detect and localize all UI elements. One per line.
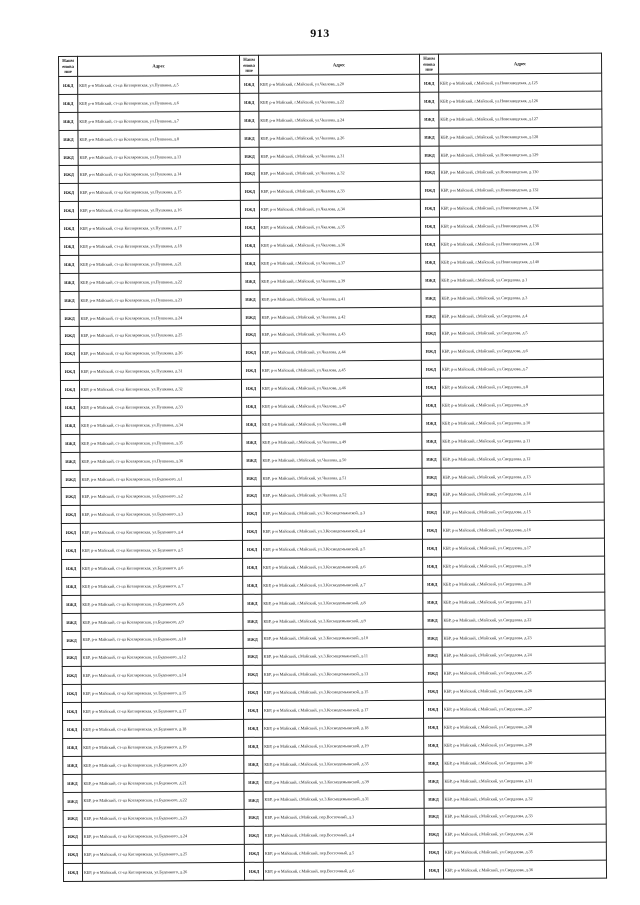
record-type-cell: ИЖД [62, 667, 81, 685]
record-type-cell: ИЖД [243, 594, 262, 612]
address-cell: КБР, р-н Майский, г.Майский, ул.Свердлова, д.10 [441, 413, 604, 432]
record-type-cell: ИЖД [61, 542, 80, 560]
address-cell: КБР, р-н Майский, ст-ца Котляревская, ул.Буденного, д.21 [82, 773, 244, 792]
address-cell: КБР, р-н Майский, г.Майский, ул.Новозаводская, д.128 [439, 127, 602, 146]
address-cell: КБР, р-н Майский, г.Майский, ул.Свердлова, д.36 [443, 860, 606, 879]
record-type-cell: ИЖД [241, 344, 260, 362]
address-cell: КБР, р-н Майский, ст-ца Котляревская, ул.Буденного, д.18 [82, 719, 244, 738]
record-type-cell: ИЖД [421, 253, 440, 271]
record-type-cell: ИЖД [63, 864, 82, 882]
record-type-cell: ИЖД [244, 862, 263, 880]
record-type-cell: ИЖД [423, 629, 442, 647]
address-cell: КБР, р-н Майский, ст-ца Котляревская, ул.Пушкина, д.32 [79, 380, 241, 399]
record-type-cell: ИЖД [242, 397, 261, 415]
address-cell: КБР, р-н Майский, г.Майский, ул.Чкалова, д.36 [260, 235, 421, 254]
address-cell: КБР, р-н Майский, ст-ца Котляревская, ул.Пушкина, д.33 [80, 397, 242, 416]
record-type-cell: ИЖД [422, 521, 441, 539]
address-cell: КБР, р-н Майский, г.Майский, ул.Свердлова, д.34 [443, 825, 606, 844]
record-type-cell: ИЖД [424, 861, 443, 879]
address-cell: КБР, р-н Майский, г.Майский, ул.Новозаводская, д.140 [440, 252, 603, 271]
address-cell: КБР, р-н Майский, г.Майский, ул.3.Космодемьянской, д.10 [262, 629, 423, 648]
record-type-cell: ИЖД [59, 184, 78, 202]
address-cell: КБР, р-н Майский, г.Майский, ул.3.Космодемьянской, д.31 [263, 790, 424, 809]
address-cell: КБР, р-н Майский, ст-ца Котляревская, ул.Буденного, д.26 [82, 863, 244, 882]
address-cell: КБР, р-н Майский, ст-ца Котляревская, ул.Буденного, д.2 [80, 487, 242, 506]
address-cell: КБР, р-н Майский, ст-ца Котляревская, ул.Пушкина, д.14 [78, 165, 240, 184]
address-cell: КБР, р-н Майский, г.Майский, ул.3.Космодемьянской, д.17 [262, 700, 423, 719]
record-type-cell: ИЖД [59, 220, 78, 238]
address-cell: КБР, р-н Майский, ст-ца Котляревская, ул.Буденного, д.10 [81, 630, 243, 649]
address-cell: КБР, р-н Майский, г.Майский, ул.Чкалова, д.31 [259, 146, 420, 165]
address-cell: КБР, р-н Майский, г.Майский, ул.3 Космодемьянской, д.3 [261, 504, 422, 523]
record-type-cell: ИЖД [422, 414, 441, 432]
record-type-cell: ИЖД [243, 558, 262, 576]
record-type-cell: ИЖД [240, 93, 259, 111]
address-cell: КБР, р-н Майский, г.Майский, ул.Свердлова, д.33 [443, 807, 606, 826]
record-type-cell: ИЖД [242, 487, 261, 505]
address-cell: КБР, р-н Майский, г.Майский, ул.3.Космодемьянской, д.39 [263, 772, 424, 791]
address-cell: КБР, р-н Майский, г.Майский, ул.Свердлова, д.24 [442, 646, 605, 665]
address-cell: КБР, р-н Майский, ст-ца Котляревская, ул.Пушкина, д.34 [80, 415, 242, 434]
record-type-cell: ИЖД [60, 291, 79, 309]
address-cell: КБР, р-н Майский, г.Майский, ул.Свердлова, д.28 [443, 717, 606, 736]
header-address: Адрес [258, 54, 419, 75]
address-cell: КБР, р-н Майский, ст-ца Котляревская, ул.Буденного, д.15 [81, 684, 243, 703]
address-cell: КБР, р-н Майский, г.Майский, ул.3.Космодемьянской, д.6 [262, 557, 423, 576]
address-cell: КБР, р-н Майский, г.Майский, пер.Восточный, д.3 [263, 808, 424, 827]
record-type-cell: ИЖД [243, 666, 262, 684]
address-cell: КБР, р-н Майский, г.Майский, ул.3.Космодемьянской, д.15 [262, 683, 423, 702]
address-cell: КБР, р-н Майский, ст-ца Котляревская, ул.Буденного, д.24 [82, 827, 244, 846]
address-cell: КБР, р-н Майский, г.Майский, ул.Свердлова, д.4 [440, 306, 603, 325]
address-cell: КБР, р-н Майский, ст-ца Котляревская, ул.Буденного, д.9 [81, 612, 243, 631]
record-type-cell: ИЖД [244, 773, 263, 791]
record-type-cell: ИЖД [424, 718, 443, 736]
record-type-cell: ИЖД [243, 612, 262, 630]
record-type-cell: ИЖД [60, 381, 79, 399]
address-table [58, 53, 607, 882]
record-type-cell: ИЖД [62, 595, 81, 613]
record-type-cell: ИЖД [59, 202, 78, 220]
table-body [59, 73, 607, 881]
address-cell: КБР, р-н Майский, г.Майский, ул.Новозаводская, д.127 [439, 109, 602, 128]
address-cell: КБР, р-н Майский, г.Майский, ул.Свердлова, д.23 [442, 628, 605, 647]
address-cell: КБР, р-н Майский, ст-ца Котляревская, ул.Пушкина, д.21 [79, 254, 241, 273]
record-type-cell: ИЖД [62, 613, 81, 631]
address-cell: КБР, р-н Майский, г.Майский, ул.Свердлова, д.8 [440, 377, 603, 396]
record-type-cell: ИЖД [243, 630, 262, 648]
address-cell: КБР, р-н Майский, г.Майский, ул.Чкалова, д.50 [261, 450, 422, 469]
address-cell: КБР, р-н Майский, г.Майский, ул.Чкалова, д.44 [260, 343, 421, 362]
address-cell: КБР, р-н Майский, г.Майский, ул.Свердлова, д.22 [442, 610, 605, 629]
record-type-cell: ИЖД [242, 451, 261, 469]
record-type-cell: ИЖД [420, 182, 439, 200]
address-cell: КБР, р-н Майский, г.Майский, ул.Свердлова, д.20 [442, 574, 605, 593]
record-type-cell: ИЖД [59, 130, 78, 148]
address-cell: КБР, р-н Майский, г.Майский, ул.Новозаводская, д.132 [439, 181, 602, 200]
header-type: Наим енова ние [239, 55, 258, 75]
record-type-cell: ИЖД [423, 700, 442, 718]
record-type-cell: ИЖД [422, 504, 441, 522]
record-type-cell: ИЖД [59, 148, 78, 166]
address-cell: КБР, р-н Майский, г.Майский, ул.Свердлова, д.1 [440, 270, 603, 289]
record-type-cell: ИЖД [421, 289, 440, 307]
address-cell: КБР, р-н Майский, г.Майский, ул.Чкалова, д.26 [259, 128, 420, 147]
record-type-cell: ИЖД [420, 128, 439, 146]
record-type-cell: ИЖД [242, 505, 261, 523]
address-cell: КБР, р-н Майский, г.Майский, ул.Чкалова, д.35 [259, 217, 420, 236]
address-cell: КБР, р-н Майский, г.Майский, ул.Новозаводская, д.134 [439, 198, 602, 217]
address-cell: КБР, р-н Майский, г.Майский, ул.3.Космодемьянской, д.35 [263, 754, 424, 773]
record-type-cell: ИЖД [424, 736, 443, 754]
record-type-cell: ИЖД [421, 325, 440, 343]
record-type-cell: ИЖД [62, 703, 81, 721]
address-cell: КБР, р-н Майский, г.Майский, ул.Чкалова, д.34 [259, 200, 420, 219]
address-cell: КБР, р-н Майский, ст-ца Котляревская, ул.Пушкина, д.5 [78, 75, 240, 94]
address-cell: КБР, р-н Майский, ст-ца Котляревская, ул.Пушкина, д.7 [78, 111, 240, 130]
address-cell: КБР, р-н Майский, г.Майский, ул.Новозаводская, д.130 [439, 163, 602, 182]
record-type-cell: ИЖД [424, 772, 443, 790]
record-type-cell: ИЖД [60, 363, 79, 381]
table-row [63, 860, 606, 881]
record-type-cell: ИЖД [241, 326, 260, 344]
record-type-cell: ИЖД [240, 129, 259, 147]
address-cell: КБР, р-н Майский, г.Майский, ул.Свердлова, д.3 [440, 288, 603, 307]
record-type-cell: ИЖД [63, 738, 82, 756]
address-cell: КБР, р-н Майский, г.Майский, ул.Свердлова, д.29 [443, 735, 606, 754]
record-type-cell: ИЖД [424, 754, 443, 772]
address-cell: КБР, р-н Майский, ст-ца Котляревская, ул.Пушкина, д.22 [79, 272, 241, 291]
record-type-cell: ИЖД [423, 575, 442, 593]
record-type-cell: ИЖД [421, 235, 440, 253]
address-cell: КБР, р-н Майский, ст-ца Котляревская, ул.Буденного, д.22 [82, 791, 244, 810]
address-cell: КБР, р-н Майский, г.Майский, ул.3.Космодемьянской, д.5 [261, 539, 422, 558]
address-cell: КБР, р-н Майский, г.Майский, ул.3.Космодемьянской, д.19 [263, 736, 424, 755]
record-type-cell: ИЖД [63, 828, 82, 846]
address-cell: КБР, р-н Майский, ст-ца Котляревская, ул.Буденного, д.7 [81, 576, 243, 595]
address-cell: КБР, р-н Майский, ст-ца Котляревская, ул.Буденного, д.20 [82, 755, 244, 774]
address-cell: КБР, р-н Майский, г.Майский, пер.Восточный, д.6 [263, 861, 424, 880]
address-cell: КБР, р-н Майский, ст-ца Котляревская, ул.Пушкина, д.36 [80, 451, 242, 470]
record-type-cell: ИЖД [422, 468, 441, 486]
record-type-cell: ИЖД [421, 378, 440, 396]
record-type-cell: ИЖД [242, 469, 261, 487]
record-type-cell: ИЖД [244, 845, 263, 863]
address-cell: КБР, р-н Майский, ст-ца Котляревская, ул.Буденного, д.8 [81, 594, 243, 613]
record-type-cell: ИЖД [59, 76, 78, 94]
record-type-cell: ИЖД [244, 791, 263, 809]
header-address: Адрес [438, 53, 601, 74]
record-type-cell: ИЖД [244, 827, 263, 845]
header-type: Наим енова ние [59, 56, 78, 76]
record-type-cell: ИЖД [61, 452, 80, 470]
record-type-cell: ИЖД [243, 648, 262, 666]
record-type-cell: ИЖД [423, 593, 442, 611]
address-cell: КБР, р-н Майский, г.Майский, ул.3.Космодемьянской, д.9 [262, 611, 423, 630]
record-type-cell: ИЖД [241, 290, 260, 308]
record-type-cell: ИЖД [241, 236, 260, 254]
record-type-cell: ИЖД [420, 217, 439, 235]
address-cell: КБР, р-н Майский, ст-ца Котляревская, ул.Буденного, д.23 [82, 809, 244, 828]
address-cell: КБР, р-н Майский, ст-ца Котляревская, ул.Пушкина, д.35 [80, 433, 242, 452]
record-type-cell: ИЖД [244, 755, 263, 773]
record-type-cell: ИЖД [241, 254, 260, 272]
record-type-cell: ИЖД [244, 719, 263, 737]
address-cell: КБР, р-н Майский, г.Майский, ул.Свердлова, д.19 [442, 556, 605, 575]
record-type-cell: ИЖД [421, 271, 440, 289]
record-type-cell: ИЖД [63, 810, 82, 828]
address-cell: КБР, р-н Майский, г.Майский, ул.Свердлова, д.32 [443, 789, 606, 808]
record-type-cell: ИЖД [420, 92, 439, 110]
address-cell: КБР, р-н Майский, г.Майский, ул.Свердлова, д.27 [442, 699, 605, 718]
address-cell: КБР, р-н Майский, г.Майский, ул.Свердлова, д.15 [441, 503, 604, 522]
header-type: Наим енова ние [419, 54, 438, 74]
record-type-cell: ИЖД [424, 843, 443, 861]
record-type-cell: ИЖД [422, 450, 441, 468]
record-type-cell: ИЖД [243, 576, 262, 594]
record-type-cell: ИЖД [61, 470, 80, 488]
record-type-cell: ИЖД [420, 74, 439, 92]
address-cell: КБР, р-н Майский, ст-ца Котляревская, ул.Пушкина, д.18 [79, 236, 241, 255]
address-cell: КБР, р-н Майский, г.Майский, ул.Свердлова, д.16 [441, 520, 604, 539]
address-cell: КБР, р-н Майский, ст-ца Котляревская, ул.Пушкина, д.13 [78, 147, 240, 166]
address-cell: КБР, р-н Майский, г.Майский, ул.Свердлова, д.11 [441, 431, 604, 450]
address-cell: КБР, р-н Майский, ст-ца Котляревская, ул.Буденного, д.6 [81, 558, 243, 577]
address-cell: КБР, р-н Майский, г.Майский, ул.Чкалова, д.43 [260, 325, 421, 344]
record-type-cell: ИЖД [61, 434, 80, 452]
record-type-cell: ИЖД [420, 146, 439, 164]
record-type-cell: ИЖД [59, 112, 78, 130]
address-cell: КБР, р-н Майский, г.Майский, ул.3.Космодемьянской, д.4 [261, 522, 422, 541]
address-cell: КБР, р-н Майский, ст-ца Котляревская, ул.Пушкина, д.8 [78, 129, 240, 148]
address-cell: КБР, р-н Майский, г.Майский, ул.Свердлова, д.6 [440, 342, 603, 361]
record-type-cell: ИЖД [62, 685, 81, 703]
address-cell: КБР, р-н Майский, г.Майский, ул.Свердлова, д.31 [443, 771, 606, 790]
address-cell: КБР, р-н Майский, ст-ца Котляревская, ул.Пушкина, д.26 [79, 344, 241, 363]
address-cell: КБР, р-н Майский, г.Майский, ул.Новозаводская, д.138 [440, 234, 603, 253]
address-cell: КБР, р-н Майский, г.Майский, ул.Чкалова, д.51 [261, 468, 422, 487]
record-type-cell: ИЖД [62, 577, 81, 595]
record-type-cell: ИЖД [60, 237, 79, 255]
record-type-cell: ИЖД [63, 756, 82, 774]
address-cell: КБР, р-н Майский, г.Майский, ул.Чкалова, д.24 [259, 110, 420, 129]
record-type-cell: ИЖД [240, 75, 259, 93]
address-cell: КБР, р-н Майский, г.Майский, ул.Свердлова, д.9 [441, 395, 604, 414]
record-type-cell: ИЖД [241, 362, 260, 380]
address-cell: КБР, р-н Майский, г.Майский, ул.Чкалова, д.46 [260, 378, 421, 397]
address-cell: КБР, р-н Майский, г.Майский, ул.Чкалова, д.39 [260, 271, 421, 290]
record-type-cell: ИЖД [242, 540, 261, 558]
address-cell: КБР, р-н Майский, г.Майский, ул.3.Космодемьянской, д.11 [262, 647, 423, 666]
record-type-cell: ИЖД [421, 307, 440, 325]
record-type-cell: ИЖД [61, 398, 80, 416]
address-cell: КБР, р-н Майский, г.Майский, ул.Свердлова, д.5 [440, 324, 603, 343]
header-address: Адрес [78, 55, 240, 76]
record-type-cell: ИЖД [420, 164, 439, 182]
record-type-cell: ИЖД [420, 199, 439, 217]
record-type-cell: ИЖД [60, 309, 79, 327]
address-cell: КБР, р-н Майский, г.Майский, пер.Восточный, д.5 [263, 844, 424, 863]
address-cell: КБР, р-н Майский, ст-ца Котляревская, ул.Пушкина, д.16 [78, 201, 240, 220]
record-type-cell: ИЖД [62, 631, 81, 649]
address-cell: КБР, р-н Майский, г.Майский, ул.Свердлова, д.13 [441, 467, 604, 486]
record-type-cell: ИЖД [62, 559, 81, 577]
record-type-cell: ИЖД [421, 343, 440, 361]
address-cell: КБР, р-н Майский, г.Майский, ул.Новозаводская, д.125 [439, 73, 602, 92]
address-cell: КБР, р-н Майский, г.Майский, ул.Новозаводская, д.126 [439, 91, 602, 110]
address-cell: КБР, р-н Майский, г.Майский, ул.Чкалова, д.52 [261, 486, 422, 505]
record-type-cell: ИЖД [244, 737, 263, 755]
record-type-cell: ИЖД [420, 110, 439, 128]
record-type-cell: ИЖД [60, 345, 79, 363]
record-type-cell: ИЖД [421, 360, 440, 378]
record-type-cell: ИЖД [423, 647, 442, 665]
address-cell: КБР, р-н Майский, ст-ца Котляревская, ул.Буденного, д.1 [80, 469, 242, 488]
record-type-cell: ИЖД [422, 396, 441, 414]
record-type-cell: ИЖД [62, 649, 81, 667]
record-type-cell: ИЖД [423, 611, 442, 629]
record-type-cell: ИЖД [63, 720, 82, 738]
address-cell: КБР, р-н Майский, ст-ца Котляревская, ул.Пушкина, д.23 [79, 290, 241, 309]
record-type-cell: ИЖД [61, 488, 80, 506]
record-type-cell: ИЖД [240, 183, 259, 201]
record-type-cell: ИЖД [59, 166, 78, 184]
record-type-cell: ИЖД [60, 327, 79, 345]
address-cell: КБР, р-н Майский, г.Майский, ул.Чкалова, д.48 [261, 414, 422, 433]
record-type-cell: ИЖД [63, 792, 82, 810]
record-type-cell: ИЖД [423, 665, 442, 683]
address-cell: КБР, р-н Майский, г.Майский, ул.Свердлова, д.17 [441, 538, 604, 557]
address-cell: КБР, р-н Майский, г.Майский, ул.Чкалова, д.32 [259, 164, 420, 183]
record-type-cell: ИЖД [61, 506, 80, 524]
record-type-cell: ИЖД [422, 432, 441, 450]
address-cell: КБР, р-н Майский, г.Майский, ул.Чкалова, д.33 [259, 182, 420, 201]
address-cell: КБР, р-н Майский, г.Майский, ул.Свердлова, д.26 [442, 681, 605, 700]
record-type-cell: ИЖД [60, 273, 79, 291]
address-cell: КБР, р-н Майский, ст-ца Котляревская, ул.Буденного, д.5 [80, 541, 242, 560]
record-type-cell: ИЖД [422, 486, 441, 504]
address-cell: КБР, р-н Майский, г.Майский, ул.Свердлова, д.35 [443, 842, 606, 861]
address-cell: КБР, р-н Майский, г.Майский, ул.Чкалова, д.49 [261, 432, 422, 451]
address-cell: КБР, р-н Майский, ст-ца Котляревская, ул.Пушкина, д.24 [79, 308, 241, 327]
record-type-cell: ИЖД [241, 308, 260, 326]
record-type-cell: ИЖД [423, 682, 442, 700]
record-type-cell: ИЖД [242, 523, 261, 541]
address-cell: КБР, р-н Майский, г.Майский, пер.Восточный, д.4 [263, 826, 424, 845]
address-cell: КБР, р-н Майский, г.Майский, ул.3.Космодемьянской, д.8 [262, 593, 423, 612]
record-type-cell: ИЖД [241, 272, 260, 290]
address-cell: КБР, р-н Майский, ст-ца Котляревская, ул.Буденного, д.12 [81, 648, 243, 667]
record-type-cell: ИЖД [244, 809, 263, 827]
address-cell: КБР, р-н Майский, г.Майский, ул.3.Космодемьянской, д.13 [262, 665, 423, 684]
record-type-cell: ИЖД [241, 379, 260, 397]
address-cell: КБР, р-н Майский, г.Майский, ул.Свердлова, д.14 [441, 485, 604, 504]
record-type-cell: ИЖД [240, 218, 259, 236]
address-cell: КБР, р-н Майский, г.Майский, ул.Свердлова, д.30 [443, 753, 606, 772]
address-cell: КБР, р-н Майский, г.Майский, ул.Свердлова, д.21 [442, 592, 605, 611]
record-type-cell: ИЖД [61, 524, 80, 542]
page-number: 913 [310, 26, 330, 40]
address-cell: КБР, р-н Майский, ст-ца Котляревская, ул.Буденного, д.19 [82, 737, 244, 756]
address-cell: КБР, р-н Майский, г.Майский, ул.Чкалова, д.41 [260, 289, 421, 308]
record-type-cell: ИЖД [63, 846, 82, 864]
address-cell: КБР, р-н Майский, ст-ца Котляревская, ул.Буденного, д.3 [80, 505, 242, 524]
address-cell: КБР, р-н Майский, г.Майский, ул.Чкалова, д.20 [259, 74, 420, 93]
address-cell: КБР, р-н Майский, г.Майский, ул.Чкалова, д.45 [260, 361, 421, 380]
record-type-cell: ИЖД [422, 539, 441, 557]
address-cell: КБР, р-н Майский, ст-ца Котляревская, ул.Пушкина, д.6 [78, 93, 240, 112]
record-type-cell: ИЖД [59, 94, 78, 112]
address-cell: КБР, р-н Майский, г.Майский, ул.Свердлова, д.7 [440, 359, 603, 378]
record-type-cell: ИЖД [240, 165, 259, 183]
address-cell: КБР, р-н Майский, г.Майский, ул.Чкалова, д.22 [259, 92, 420, 111]
address-cell: КБР, р-н Майский, г.Майский, ул.Свердлова, д.12 [441, 449, 604, 468]
address-cell: КБР, р-н Майский, г.Майский, ул.Чкалова, д.37 [260, 253, 421, 272]
record-type-cell: ИЖД [240, 147, 259, 165]
address-cell: КБР, р-н Майский, ст-ца Котляревская, ул.Пушкина, д.31 [79, 362, 241, 381]
record-type-cell: ИЖД [424, 790, 443, 808]
address-cell: КБР, р-н Майский, ст-ца Котляревская, ул.Пушкина, д.25 [79, 326, 241, 345]
record-type-cell: ИЖД [424, 808, 443, 826]
address-cell: КБР, р-н Майский, г.Майский, ул.Новозаводская, д.129 [439, 145, 602, 164]
address-cell: КБР, р-н Майский, ст-ца Котляревская, ул.Буденного, д.14 [81, 666, 243, 685]
address-cell: КБР, р-н Майский, ст-ца Котляревская, ул.Буденного, д.4 [80, 523, 242, 542]
record-type-cell: ИЖД [240, 201, 259, 219]
record-type-cell: ИЖД [63, 774, 82, 792]
record-type-cell: ИЖД [61, 416, 80, 434]
address-table-wrapper [58, 53, 606, 882]
record-type-cell: ИЖД [242, 433, 261, 451]
address-cell: КБР, р-н Майский, г.Майский, ул.3.Космодемьянской, д.18 [263, 718, 424, 737]
address-cell: КБР, р-н Майский, ст-ца Котляревская, ул.Буденного, д.17 [81, 702, 243, 721]
address-cell: КБР, р-н Майский, ст-ца Котляревская, ул.Пушкина, д.17 [78, 219, 240, 238]
record-type-cell: ИЖД [424, 826, 443, 844]
address-cell: КБР, р-н Майский, г.Майский, ул.3.Космодемьянской, д.7 [262, 575, 423, 594]
record-type-cell: ИЖД [240, 111, 259, 129]
record-type-cell: ИЖД [243, 684, 262, 702]
record-type-cell: ИЖД [242, 415, 261, 433]
address-cell: КБР, р-н Майский, г.Майский, ул.Свердлова, д.25 [442, 664, 605, 683]
record-type-cell: ИЖД [60, 255, 79, 273]
address-cell: КБР, р-н Майский, г.Майский, ул.Чкалова, д.42 [260, 307, 421, 326]
address-cell: КБР, р-н Майский, г.Майский, ул.Чкалова, д.47 [261, 396, 422, 415]
address-cell: КБР, р-н Майский, ст-ца Котляревская, ул.Буденного, д.25 [82, 845, 244, 864]
record-type-cell: ИЖД [243, 701, 262, 719]
address-cell: КБР, р-н Майский, г.Майский, ул.Новозаводская, д.136 [439, 216, 602, 235]
address-cell: КБР, р-н Майский, ст-ца Котляревская, ул.Пушкина, д.15 [78, 183, 240, 202]
record-type-cell: ИЖД [423, 557, 442, 575]
